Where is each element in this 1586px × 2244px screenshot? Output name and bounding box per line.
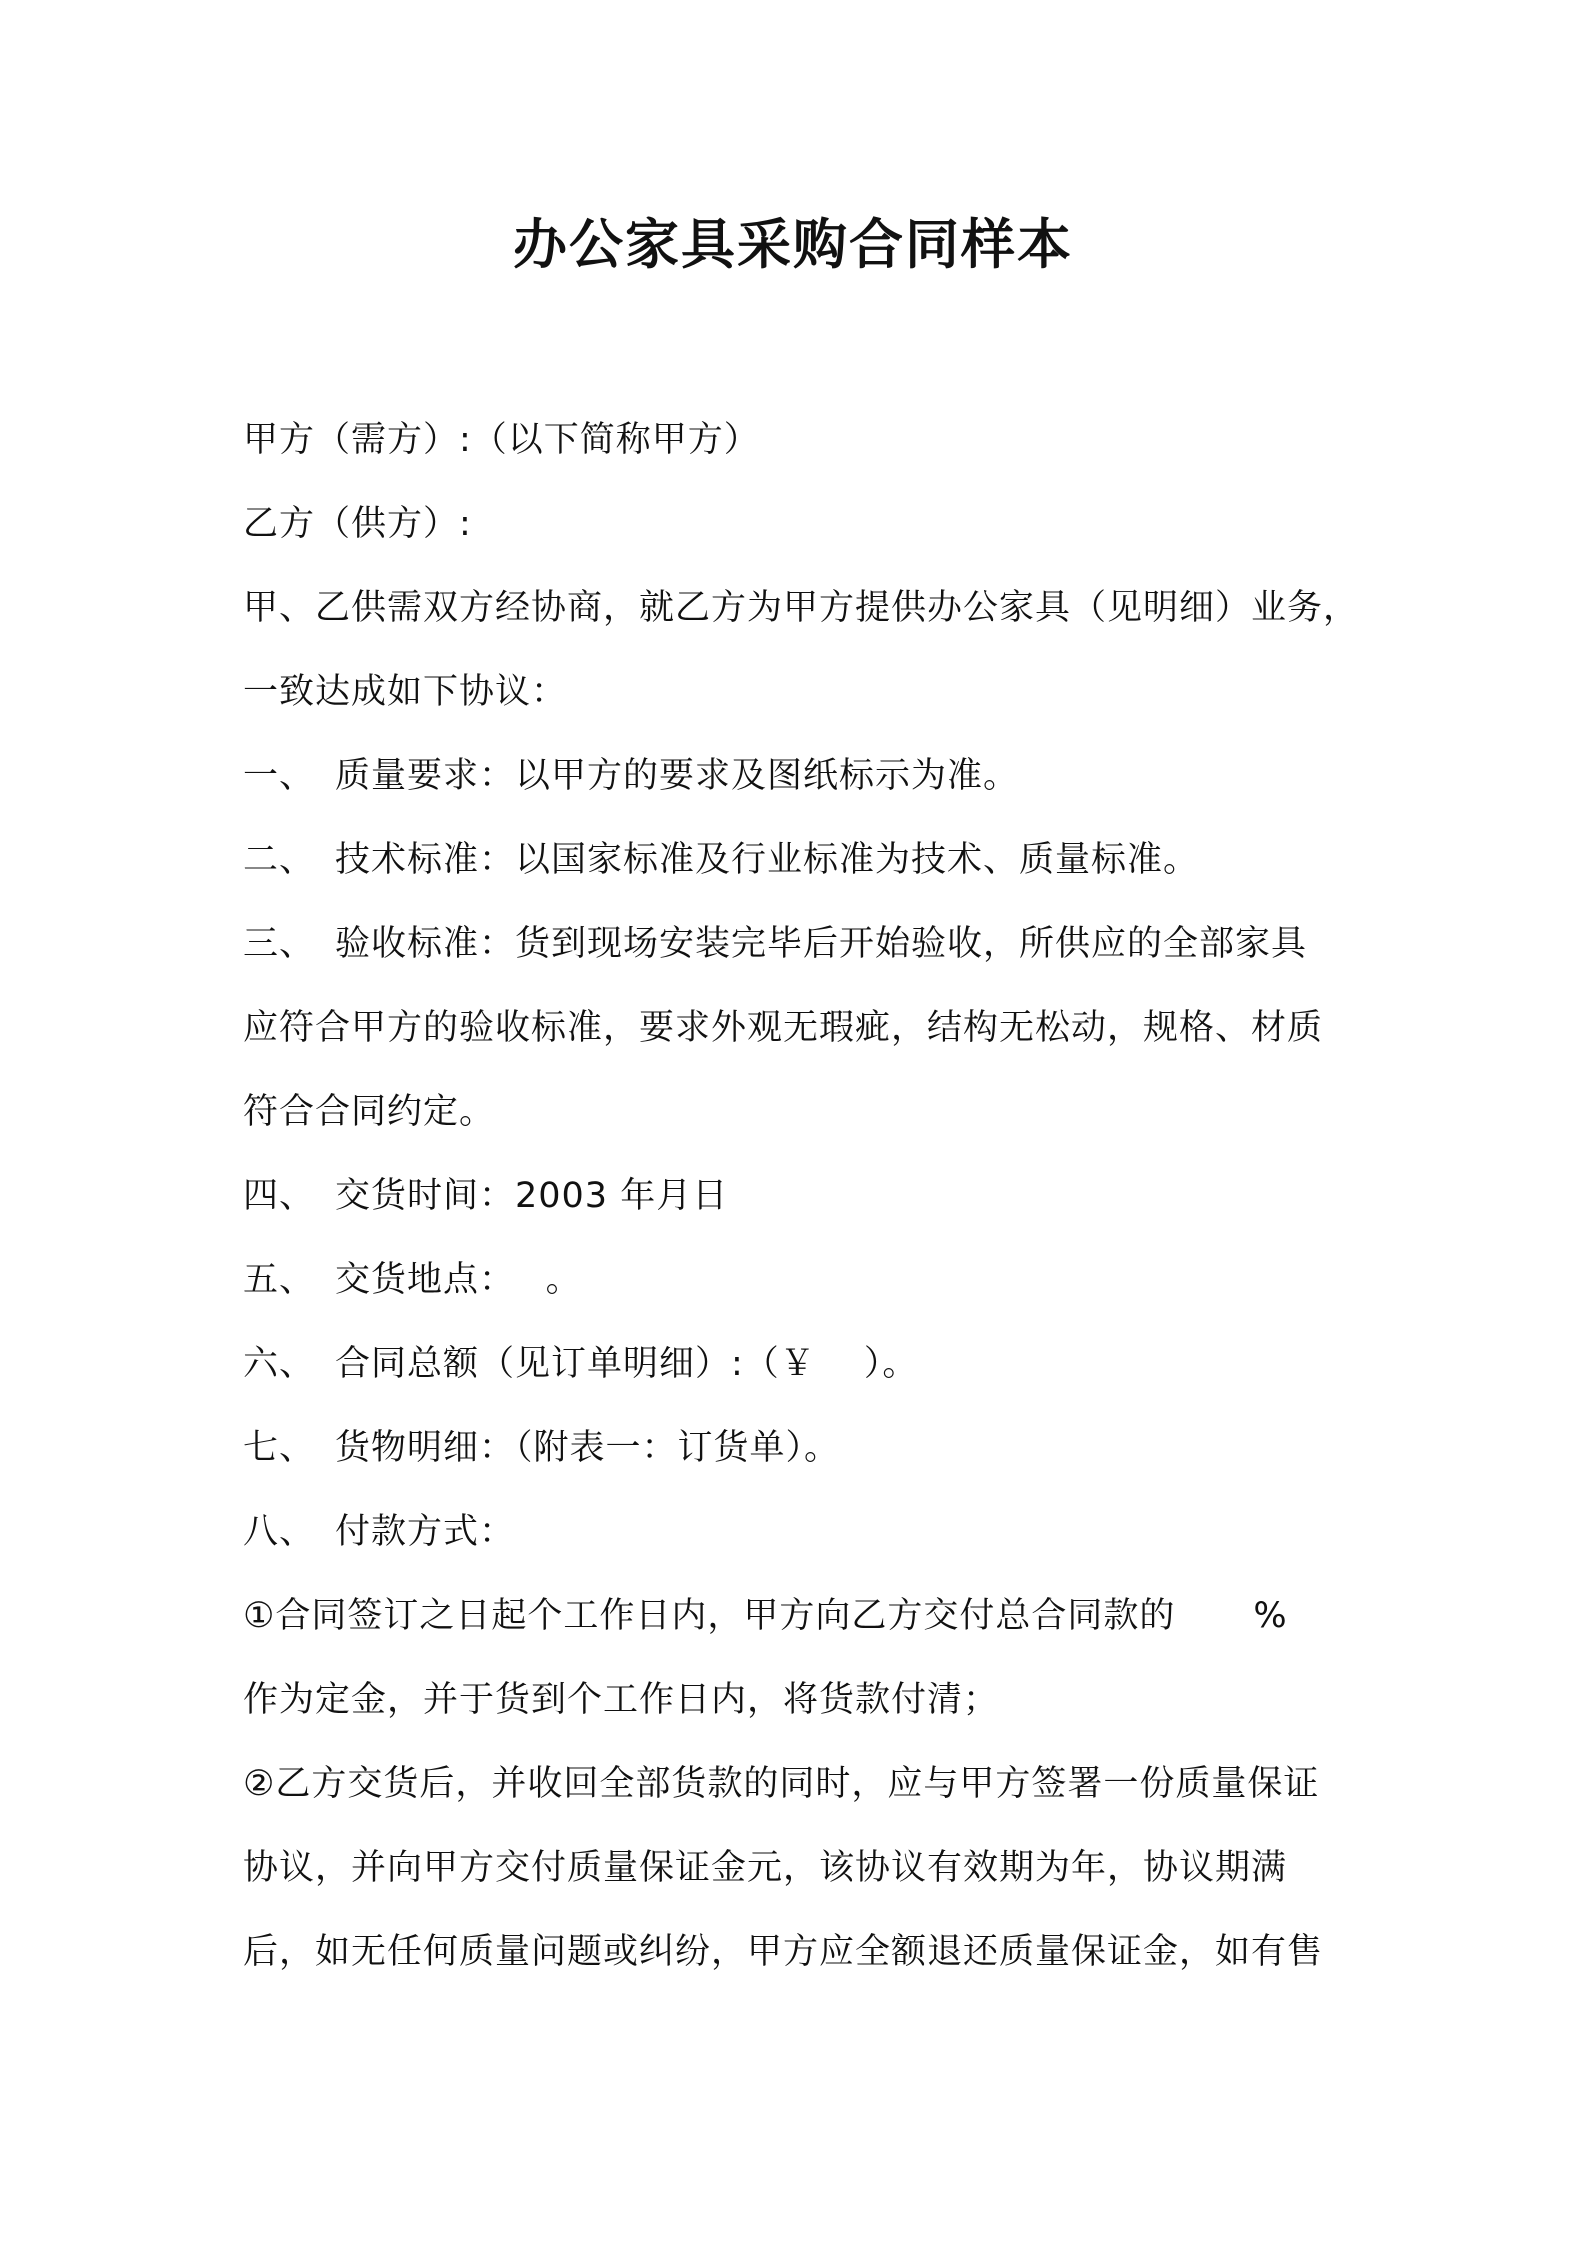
clause-text: 付款方式： xyxy=(335,1512,516,1552)
clause-4 xyxy=(243,1154,1363,1238)
clause-number: 四、 xyxy=(243,1176,316,1216)
clause-text: 货物明细：（附表一：订货单）。 xyxy=(335,1428,841,1468)
payment-1-text: ①合同签订之日起个工作日内，甲方向乙方交付总合同款的 xyxy=(243,1596,1176,1636)
clause-text: 交货地点： 。 xyxy=(335,1260,582,1300)
payment-2-line-2: 协议，并向甲方交付质量保证金元，该协议有效期为年，协议期满 xyxy=(243,1848,1288,1888)
clause-8 xyxy=(243,1490,1363,1574)
clause-text: 交货时间：2003 年月日 xyxy=(335,1176,729,1216)
intro-line-1: 甲、乙供需双方经协商，就乙方为甲方提供办公家具（见明细）业务， xyxy=(243,588,1360,628)
payment-1-percent: % xyxy=(1253,1596,1288,1636)
clause-text: 技术标准：以国家标准及行业标准为技术、质量标准。 xyxy=(335,840,1200,880)
clause-3-continuation-2: 符合合同约定。 xyxy=(243,1092,496,1132)
clause-3 xyxy=(243,902,1363,986)
clause-number: 八、 xyxy=(243,1512,316,1552)
clause-number: 五、 xyxy=(243,1260,316,1300)
payment-1-line-1 xyxy=(243,1574,1363,1658)
clause-2 xyxy=(243,818,1363,902)
clause-5 xyxy=(243,1238,1363,1322)
clause-number: 三、 xyxy=(243,924,316,964)
document-body xyxy=(243,398,1363,1994)
clause-number: 一、 xyxy=(243,756,316,796)
clause-1 xyxy=(243,734,1363,818)
payment-1-line-2: 作为定金，并于货到个工作日内，将货款付清； xyxy=(243,1680,1000,1720)
party-a-line: 甲方（需方）:（以下简称甲方） xyxy=(243,420,760,460)
clause-text: 质量要求：以甲方的要求及图纸标示为准。 xyxy=(335,756,1020,796)
clause-7 xyxy=(243,1406,1363,1490)
payment-2-line-3: 后，如无任何质量问题或纠纷，甲方应全额退还质量保证金，如有售 xyxy=(243,1932,1324,1972)
payment-2-line-1: ②乙方交货后，并收回全部货款的同时，应与甲方签署一份质量保证 xyxy=(243,1764,1320,1804)
clause-number: 七、 xyxy=(243,1428,316,1468)
intro-line-2: 一致达成如下协议： xyxy=(243,672,568,712)
clause-6 xyxy=(243,1322,1363,1406)
clause-3-continuation-1: 应符合甲方的验收标准，要求外观无瑕疵，结构无松动，规格、材质 xyxy=(243,1008,1324,1048)
document-title: 办公家具采购合同样本 xyxy=(513,213,1073,276)
clause-text: 合同总额（见订单明细）:（￥ ）。 xyxy=(335,1344,919,1384)
party-b-line: 乙方（供方）: xyxy=(243,504,472,544)
clause-number: 六、 xyxy=(243,1344,316,1384)
clause-number: 二、 xyxy=(243,840,316,880)
clause-text: 验收标准：货到现场安装完毕后开始验收，所供应的全部家具 xyxy=(335,924,1308,964)
